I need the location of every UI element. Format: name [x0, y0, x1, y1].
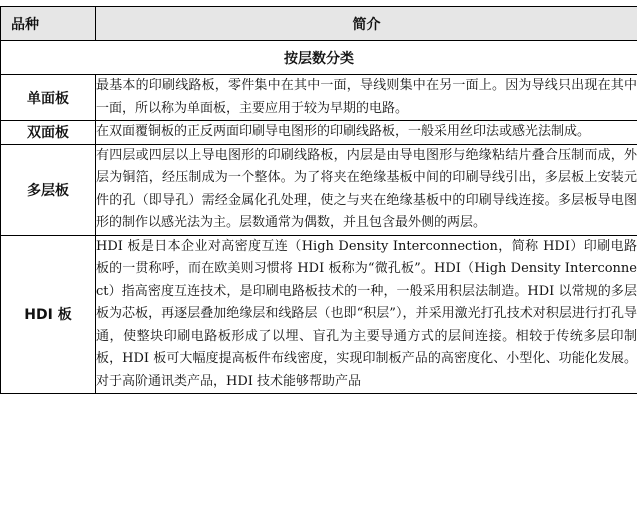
section-row: [1, 41, 637, 75]
table-row: [1, 235, 637, 394]
row-name-single-sided: 单面板: [1, 75, 96, 121]
row-description-double-sided: 在双面覆铜板的正反两面印刷导电图形的印刷线路板，一般采用丝印法或感光法制成。: [96, 121, 637, 145]
table-row: [1, 144, 637, 235]
header-description-cell: 简介: [96, 7, 637, 41]
row-description-single-sided: 最基本的印刷线路板，零件集中在其中一面，导线则集中在另一面上。因为导线只出现在其中一面，所以称为单面板，主要应用于较为早期的电路。: [96, 75, 637, 121]
row-description-hdi: HDI 板是日本企业对高密度互连（High Density Interconnection，简称 HDI）印刷电路板的一贯称呼，而在欧美则习惯将 HDI 板称为“微孔板”。HDI（High Density Interconnect）指高密度互连技术，是印刷电路板技术的一种，一般采用积层法制造。HDI 以常规的多层板为芯板，再逐层叠加绝缘层和线路层（也即“积层”），并采用激光打孔技术对积层进行打孔导通，使整块印刷电路板形成了以埋、盲孔为主要导通方式的层间连接。相较于传统多层印制板，HDI 板可大幅度提高板件布线密度，实现印制板产品的高密度化、小型化、功能化发展。对于高阶通讯类产品，HDI 技术能够帮助产品: [96, 235, 637, 394]
row-name-double-sided: 双面板: [1, 121, 96, 145]
row-name-hdi: HDI 板: [1, 235, 96, 394]
table-header-row: [1, 7, 637, 41]
table-row: [1, 75, 637, 121]
section-title: 按层数分类: [1, 41, 637, 75]
header-name-cell: 品种: [1, 7, 96, 41]
row-description-multilayer: 有四层或四层以上导电图形的印刷线路板，内层是由导电图形与绝缘粘结片叠合压制而成，外层为铜箔，经压制成为一个整体。为了将夹在绝缘基板中间的印刷导线引出，多层板上安装元件的孔（即导孔）需经金属化孔处理，使之与夹在绝缘基板中的印刷导线连接。多层板导电图形的制作以感光法为主。层数通常为偶数，并且包含最外侧的两层。: [96, 144, 637, 235]
table-row: [1, 121, 637, 145]
row-name-multilayer: 多层板: [1, 144, 96, 235]
pcb-types-table: [0, 6, 637, 394]
